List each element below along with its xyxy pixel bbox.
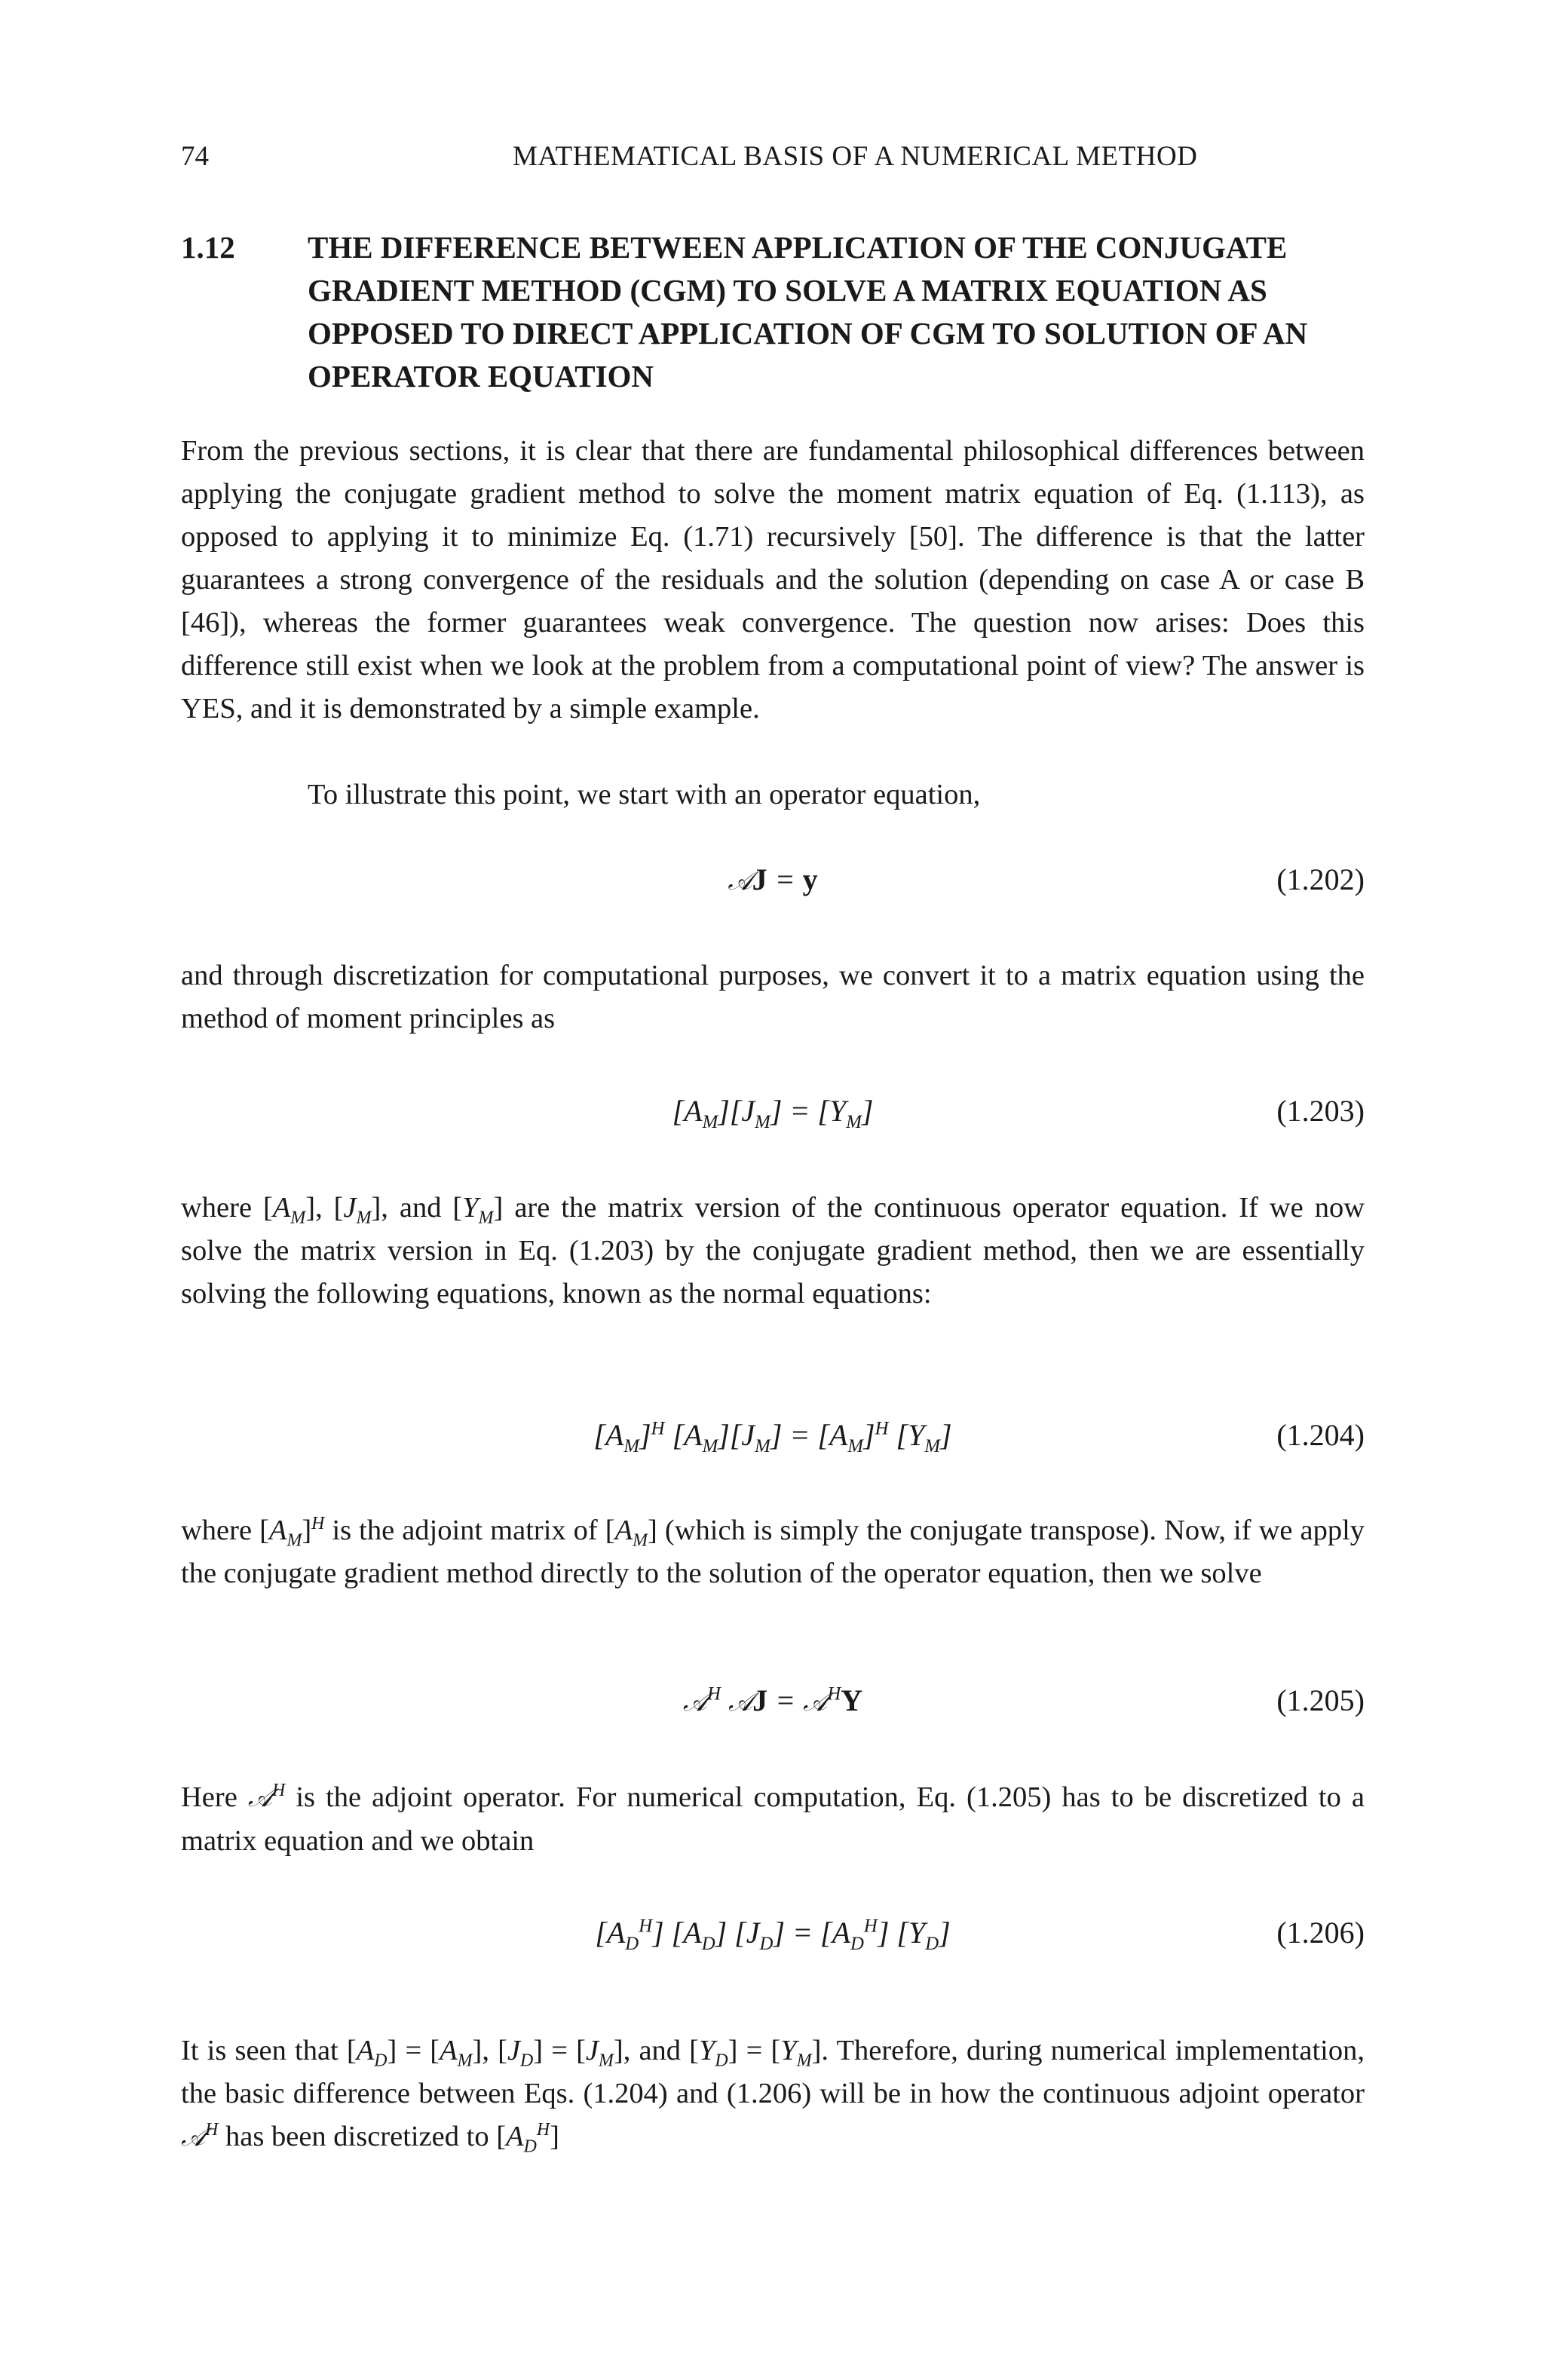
running-head xyxy=(181,140,1365,178)
text-segment: is the adjoint matrix of xyxy=(332,1515,598,1546)
text-segment: Therefore, during numerical implementation, the basic difference between Eqs. (1.204) and (1.206) will be in how the continuous adjoint operator xyxy=(181,2035,1365,2109)
equation-1-202 xyxy=(181,862,1365,922)
paragraph-illustrate: To illustrate this point, we start with an operator equation, xyxy=(308,779,981,810)
section-title: THE DIFFERENCE BETWEEN APPLICATION OF THE CONJUGATE GRADIENT METHOD (CGM) TO SOLVE A MATRIX EQUATION AS OPPOSED TO DIRECT APPLICATION OF CGM TO SOLUTION OF AN OPERATOR EQUATION xyxy=(308,230,1308,394)
paragraph-conclusion: It is seen that $[A_D] = [A_M]$, $[J_D] = [J_M]$, and $[Y_D] = [Y_M]$. Therefore, during numerical implementation, the basic difference between Eqs. (1.204) and (1.206) will be in how the continuous adjoint operator 𝒜$^H$ has been discretized to $[A_D^H]$ xyxy=(181,2035,1365,2157)
equation-1-203 xyxy=(181,1093,1365,1153)
paragraph-intro: From the previous sections, it is clear that there are fundamental philosophical differences between applying the conjugate gradient method to solve the moment matrix equation of Eq. (1.113), as opposed to applying it to minimize Eq. (1.71) recursively [50]. The difference is that the latter guarantees a strong convergence of the residuals and the solution (depending on case A or case B [46]), whereas the former guarantees weak convergence. The question now arises: Does this difference still exist when we look at the problem from a computational point of view? The answer is YES, and it is demonstrated by a simple example. xyxy=(181,435,1365,724)
equation-number: (1.202) xyxy=(1276,862,1365,896)
section-number: 1.12 xyxy=(181,230,235,265)
equation-1-206 xyxy=(181,1915,1365,1975)
paragraph-adjoint-matrix: where $[A_M]^H$ is the adjoint matrix of $[A_M]$ (which is simply the conjugate transpose). Now, if we apply the conjugate gradient method directly to the solution of the operator equation, then we solve xyxy=(181,1514,1365,1589)
equation-expression: 𝒜J = y xyxy=(728,862,818,896)
running-title: MATHEMATICAL BASIS OF A NUMERICAL METHOD xyxy=(513,141,1198,172)
equation-number: (1.206) xyxy=(1276,1916,1365,1950)
equation-expression: $[A_D^H]$ $[A_D] [J_D] = [A_D^H]$ $[Y_D]$ xyxy=(595,1916,951,1954)
paragraph-adjoint-operator: Here 𝒜$^H$ is the adjoint operator. For numerical computation, Eq. (1.205) has to be discretized to a matrix equation and we obtain xyxy=(181,1781,1365,1857)
text-segment: where xyxy=(181,1192,253,1224)
text-segment: has been discretized to xyxy=(225,2121,489,2152)
equation-1-205 xyxy=(181,1683,1365,1743)
equation-number: (1.205) xyxy=(1276,1683,1365,1717)
text-segment: It is seen that xyxy=(181,2035,339,2066)
text-segment: where xyxy=(181,1515,253,1546)
paragraph-matrix-version: where $[A_M]$, $[J_M]$, and $[Y_M]$ are the matrix version of the continuous operator equation. If we now solve the matrix version in Eq. (1.203) by the conjugate gradient method, then we are essentially solving the following equations, known as the normal equations: xyxy=(181,1192,1365,1309)
text-segment: (which is simply the conjugate transpose). Now, if we apply the conjugate gradient method directly to the solution of the operator equation, then we solve xyxy=(181,1515,1365,1589)
equation-expression: 𝒜$^H$ 𝒜J = 𝒜$^H$Y xyxy=(682,1683,863,1717)
page-number: 74 xyxy=(181,141,209,172)
equation-expression: $[A_M][J_M] = [Y_M]$ xyxy=(672,1094,874,1132)
equation-number: (1.203) xyxy=(1276,1094,1365,1128)
equation-number: (1.204) xyxy=(1276,1418,1365,1452)
text-segment: is the adjoint operator. For numerical computation, Eq. (1.205) has to be discretized to a matrix equation and we obtain xyxy=(181,1781,1365,1857)
paragraph-discretization: and through discretization for computational purposes, we convert it to a matrix equation using the method of moment principles as xyxy=(181,960,1365,1034)
equation-1-204 xyxy=(181,1417,1365,1478)
equation-expression: $[A_M]^H$ $[A_M][J_M] = [A_M]^H$ $[Y_M]$ xyxy=(593,1418,952,1456)
text-segment: are the matrix version of the continuous operator equation. If we now solve the matrix version in Eq. (1.203) by the conjugate gradient method, then we are essentially solving the following equations, known as the normal equations: xyxy=(181,1192,1365,1309)
text-segment: Here xyxy=(181,1781,237,1813)
